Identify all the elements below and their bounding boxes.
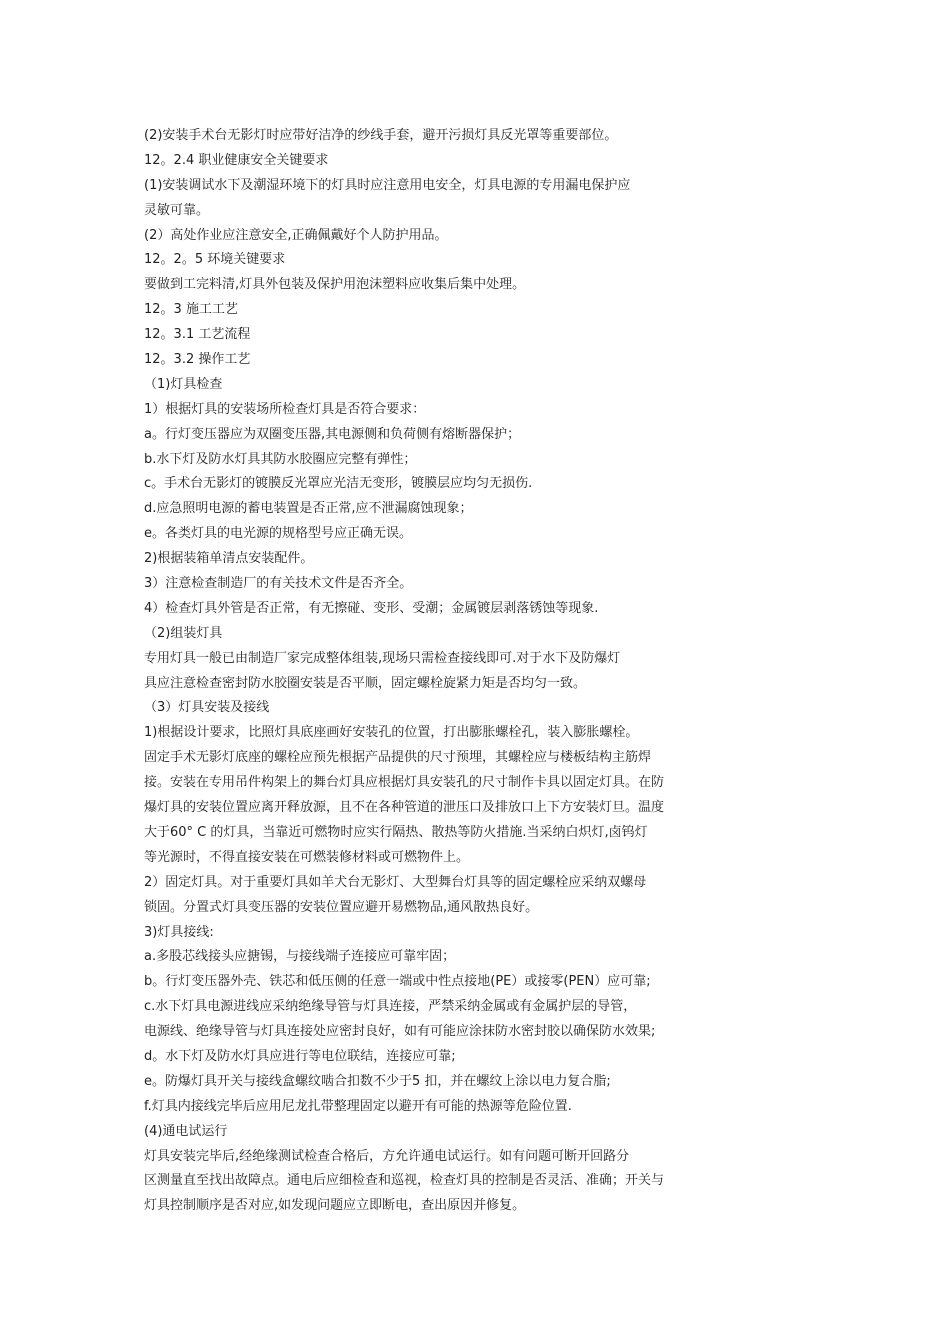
text-line: 灯具控制顺序是否对应,如发现问题应立即断电，查出原因并修复。	[144, 1198, 526, 1214]
text-line: （2)组装灯具	[144, 625, 223, 641]
text-line: 12。3 施工工艺	[144, 302, 238, 318]
text-line: 3)灯具接线:	[144, 924, 214, 940]
text-line: 灯具安装完毕后,经绝缘测试检查合格后，方允许通电试运行。如有问题可断开回路分	[144, 1148, 630, 1164]
text-line: 12。3.1 工艺流程	[144, 327, 251, 343]
text-line: e。各类灯具的电光源的规格型号应正确无误。	[144, 526, 412, 542]
text-line: 12。3.2 操作工艺	[144, 352, 251, 368]
text-line: （3）灯具安装及接线	[144, 700, 270, 716]
text-line: 要做到工完料清,灯具外包装及保护用泡沫塑料应收集后集中处理。	[144, 277, 526, 293]
document-body	[144, 124, 734, 1219]
text-line: 接。安装在专用吊件构架上的舞台灯具应根据灯具安装孔的尺寸制作卡具以固定灯具。在防	[144, 775, 665, 791]
text-line: b。行灯变压器外壳、铁芯和低压侧的任意一端或中性点接地(PE）或接零(PEN）应可靠;	[144, 974, 651, 990]
text-line: 2）固定灯具。对于重要灯具如羊犬台无影灯、大型舞台灯具等的固定螺栓应采纳双螺母	[144, 874, 647, 890]
text-line: e。防爆灯具开关与接线盒螺纹啮合扣数不少于5 扣，并在螺纹上涂以电力复合脂;	[144, 1073, 611, 1089]
text-line: f.灯具内接线完毕后应用尼龙扎带整理固定以避开有可能的热源等危险位置.	[144, 1098, 572, 1114]
text-line: 锁固。分置式灯具变压器的安装位置应避开易燃物品,通风散热良好。	[144, 899, 539, 915]
text-line: 大于60° C 的灯具，当靠近可燃物时应实行隔热、散热等防火措施.当采纳白炽灯,卤钨灯	[144, 824, 648, 840]
text-line: (2)安装手术台无影灯时应带好洁净的纱线手套，避开污损灯具反光罩等重要部位。	[144, 128, 618, 143]
text-line: a.多股芯线接头应搪锡，与接线端子连接应可靠牢固；	[144, 949, 456, 965]
text-line: (4)通电试运行	[144, 1123, 228, 1139]
text-line: 1)根据设计要求，比照灯具底座画好安装孔的位置，打出膨胀螺栓孔，装入膨胀螺栓。	[144, 725, 639, 741]
text-line: a。行灯变压器应为双圈变压器,其电源侧和负荷侧有熔断器保护；	[144, 426, 521, 442]
text-line: 12。2.4 职业健康安全关键要求	[144, 152, 329, 168]
text-line: 电源线、绝缘导管与灯具连接处应密封良好，如有可能应涂抹防水密封胶以确保防水效果;	[144, 1024, 656, 1040]
text-line: d.应急照明电源的蓄电装置是否正常,应不泄漏腐蚀现象；	[144, 501, 473, 517]
text-line: 1）根据灯具的安装场所检查灯具是否符合要求：	[144, 401, 426, 417]
text-line: （1)灯具检查	[144, 376, 223, 392]
text-line: 4）检查灯具外管是否正常，有无擦碰、变形、受潮；金属镀层剥落锈蚀等现象.	[144, 600, 599, 616]
text-line: d。水下灯及防水灯具应进行等电位联结，连接应可靠;	[144, 1048, 456, 1064]
text-line: (1)安装调试水下及潮湿环境下的灯具时应注意用电安全，灯具电源的专用漏电保护应	[144, 177, 631, 193]
text-line: 灵敏可靠。	[144, 202, 210, 218]
text-line: 具应注意检查密封防水胶圈安装是否平顺，固定螺栓旋紧力矩是否均匀一致。	[144, 675, 587, 691]
text-line: 等光源时，不得直接安装在可燃装修材料或可燃物件上。	[144, 849, 470, 865]
text-line: 12。2。5 环境关键要求	[144, 252, 286, 268]
text-line: 爆灯具的安装位置应离开释放源，且不在各种管道的泄压口及排放口上下方安装灯旦。温度	[144, 800, 665, 816]
text-line: 2)根据装箱单清点安装配件。	[144, 551, 314, 567]
text-line: b.水下灯及防水灯具其防水胶圈应完整有弹性；	[144, 451, 417, 467]
text-line: (2）高处作业应注意安全,正确佩戴好个人防护用品。	[144, 227, 448, 243]
text-line: 固定手术无影灯底座的螺栓应预先根据产品提供的尺寸预埋，其螺栓应与楼板结构主筋焊	[144, 750, 652, 766]
text-line: c.水下灯具电源进线应采纳绝缘导管与灯具连接，严禁采纳金属或有金属护层的导管，	[144, 999, 637, 1015]
text-line: 3）注意检查制造厂的有关技术文件是否齐全。	[144, 576, 413, 592]
text-line: 专用灯具一般已由制造厂家完成整体组装,现场只需检查接线即可.对于水下及防爆灯	[144, 650, 621, 666]
text-line: 区测量直至找出故障点。通电后应细检查和巡视，检查灯具的控制是否灵活、准确；开关与	[144, 1173, 665, 1189]
text-line: c。手术台无影灯的镀膜反光罩应光洁无变形，镀膜层应均匀无损伤.	[144, 476, 533, 492]
